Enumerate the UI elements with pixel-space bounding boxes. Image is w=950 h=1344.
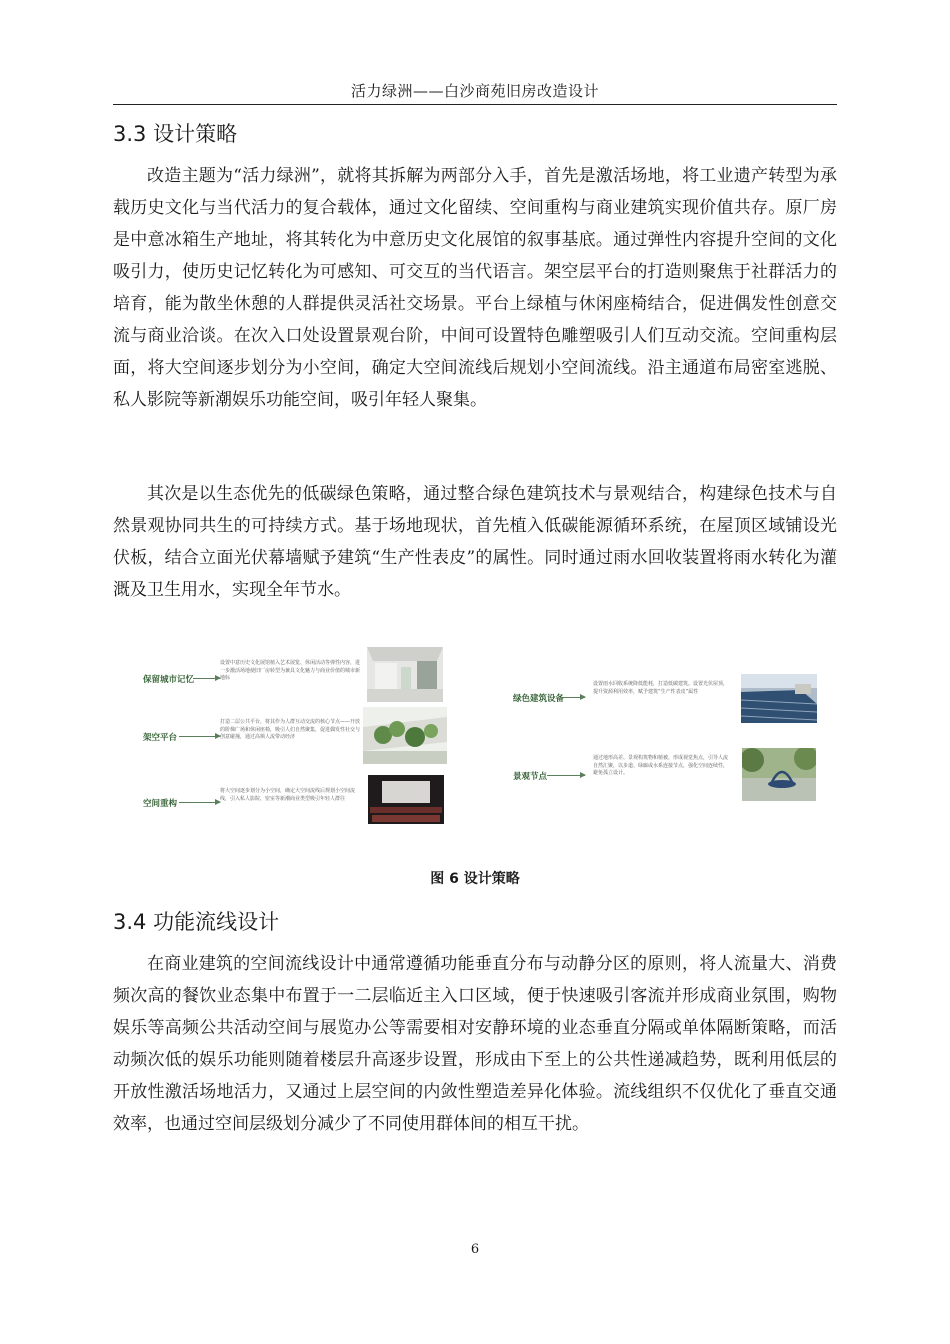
platform-model-photo [363,707,447,764]
paragraph: 其次是以生态优先的低碳绿色策略，通过整合绿色建筑技术与景观结合，构建绿色技术与自然景观协同共生的可持续方式。基于场地现状，首先植入低碳能源循环系统，在屋顶区域铺设光伏板，结合立面光伏幕墙赋予建筑“生产性表皮”的属性。同时通过雨水回收装置将雨水转化为灌溉及卫生用水，实现全年节水。 [113,484,837,600]
strategy-label: 空间重构 [143,799,178,809]
arrow-icon [560,697,585,698]
cinema-photo [368,775,444,824]
strategy-description: 设置中意历史文化展馆植入艺术展览、休闲活动等弹性内容，进一步激活场地使旧厂房转型为兼具文化魅力与商业价值的城市新地标 [220,660,361,681]
arrow-icon [179,802,220,803]
strategy-label: 保留城市记忆 [143,675,195,685]
arrow-icon [179,736,220,737]
solar-roof-photo [741,674,817,723]
strategy-description: 打造二层公共平台，将其作为人群互动交流的核心节点——开放的阶梯广场和休闲座椅，吸引人们自然聚集，促进偶发性社交与创意碰撞，通过高频人流带动经济 [220,719,361,740]
figure-design-strategy [135,635,825,835]
strategy-description: 设置雨水回收系统降低能耗，打造低碳建筑。设置光伏屋顶，提升资源利用效率，赋予建筑“生产性表皮”属性 [593,681,729,695]
section-heading-3-4: 3.4 功能流线设计 [113,910,280,934]
strategy-label: 绿色建筑设备 [513,694,565,704]
strategy-description: 将大空间逐步划分为小空间，确定大空间流线后规划小空间流线，引入私人影院、密室等新潮商业类型吸引年轻人群往 [220,788,356,802]
strategy-label: 架空平台 [143,733,178,743]
page-number: 6 [470,1242,480,1257]
figure-caption: 图 6 设计策略 [430,871,520,887]
arrow-icon [193,678,220,679]
exhibition-hall-photo [367,647,443,702]
section-heading-3-3: 3.3 设计策略 [113,122,238,146]
paragraph: 改造主题为“活力绿洲”，就将其拆解为两部分入手，首先是激活场地，将工业遗产转型为承载历史文化与当代活力的复合载体，通过文化留续、空间重构与商业建筑实现价值共存。原厂房是中意冰箱生产地址，将其转化为中意历史文化展馆的叙事基底。通过弹性内容提升空间的文化吸引力，使历史记忆转化为可感知、可交互的当代语言。架空层平台的打造则聚焦于社群活力的培育，能为散坐休憩的人群提供灵活社交场景。平台上绿植与休闲座椅结合，促进偶发性创意交流与商业洽谈。在次入口处设置景观台阶，中间可设置特色雕塑吸引人们互动交流。空间重构层面，将大空间逐步划分为小空间，确定大空间流线后规划小空间流线。沿主通道布局密室逃脱、私人影院等新潮娱乐功能空间，吸引年轻人聚集。 [113,166,837,410]
landscape-node-photo [742,748,816,801]
paragraph: 在商业建筑的空间流线设计中通常遵循功能垂直分布与动静分区的原则，将人流量大、消费频次高的餐饮业态集中布置于一二层临近主入口区域，便于快速吸引客流并形成商业氛围，购物娱乐等高频公共活动空间与展览办公等需要相对安静环境的业态垂直分隔或单体隔断策略，而活动频次低的娱乐功能则随着楼层升高逐步设置，形成由下至上的公共性递减趋势，既利用低层的开放性激活场地活力，又通过上层空间的内敛性塑造差异化体验。流线组织不仅优化了垂直交通效率，也通过空间层级划分减少了不同使用群体间的相互干扰。 [113,954,837,1134]
strategy-description: 通过地形高差、景观构筑物和植被，形成视觉焦点，引导人流自然汇聚，以步道、绿廊或水系连接节点，强化空间连续性，避免孤立设计。 [593,755,729,776]
strategy-label: 景观节点 [513,772,548,782]
header-rule [113,104,837,105]
running-header: 活力绿洲——白沙商苑旧房改造设计 [350,82,599,100]
arrow-icon [547,775,585,776]
